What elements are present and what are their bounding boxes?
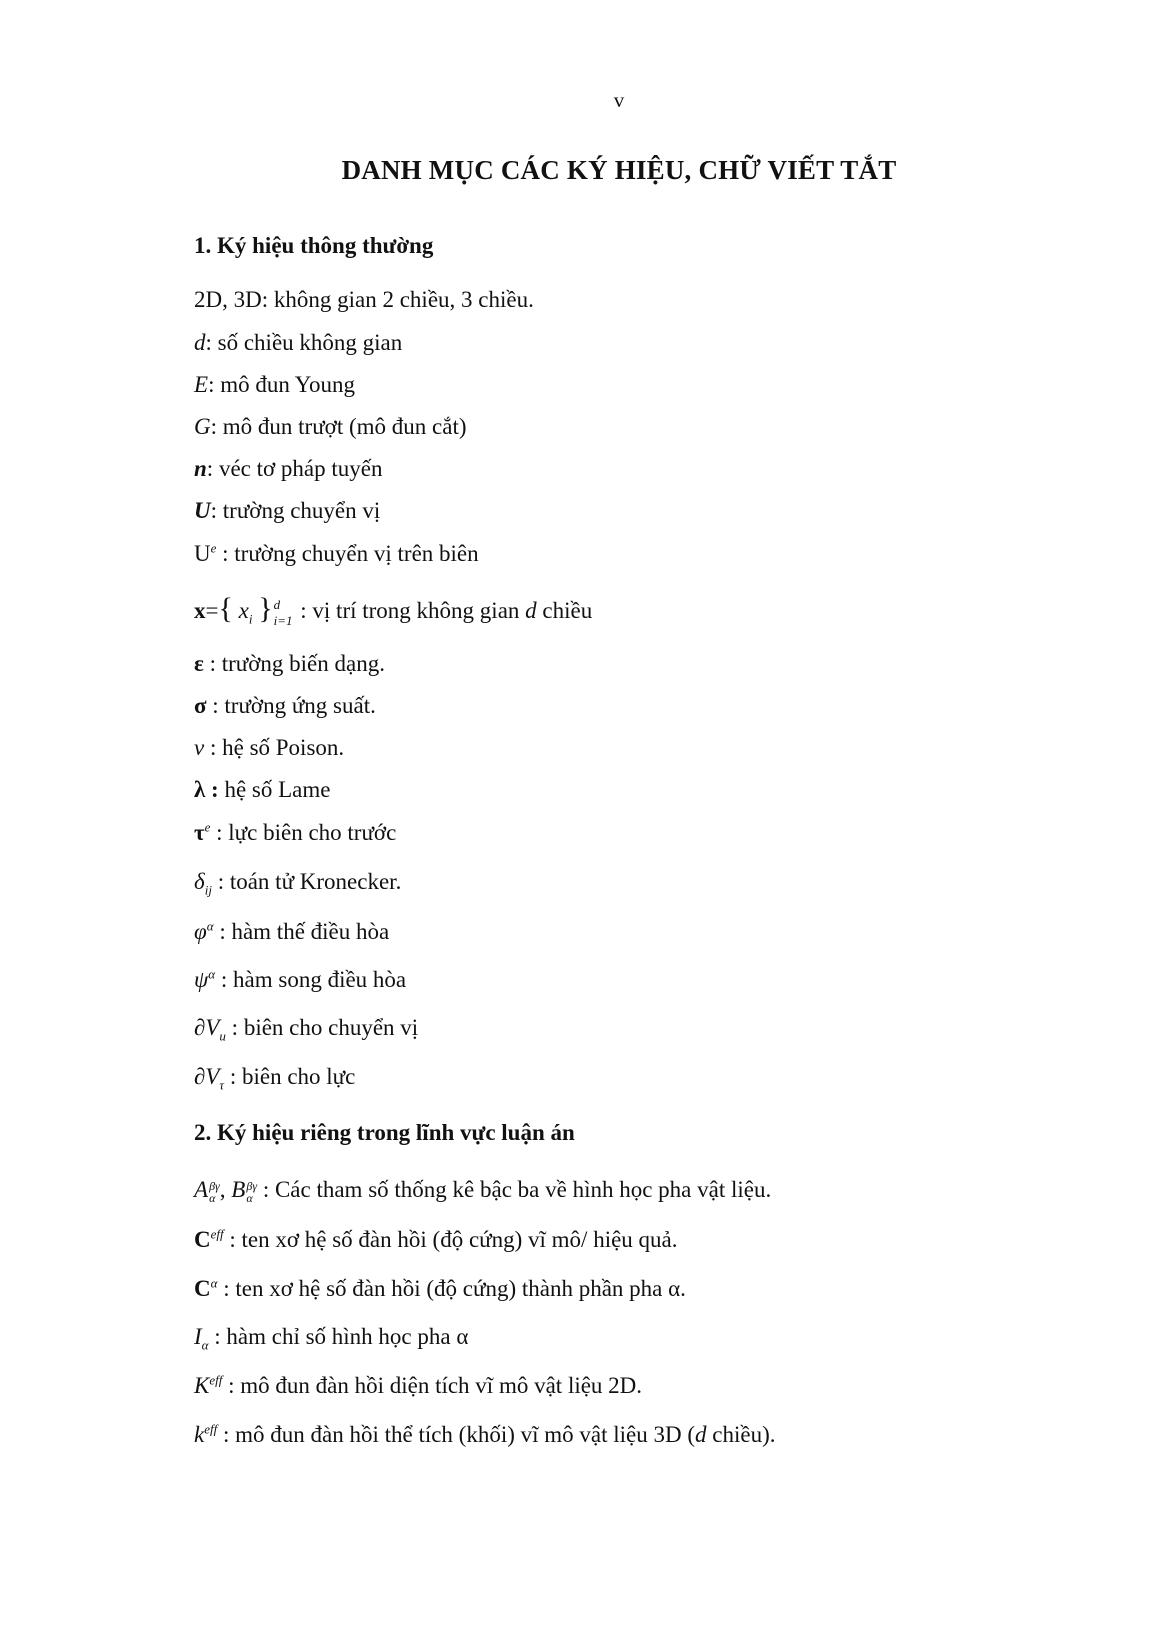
separator: : bbox=[216, 541, 235, 566]
symbol-row-tau bbox=[194, 818, 396, 848]
index-stack-b bbox=[246, 1180, 257, 1204]
index-stack bbox=[209, 1180, 220, 1204]
symbol-row-ialpha bbox=[194, 1322, 468, 1352]
description: trường chuyển vị trên biên bbox=[234, 541, 479, 566]
symbol-row-phi bbox=[194, 917, 389, 947]
description: lực biên cho trước bbox=[228, 820, 397, 845]
separator: : bbox=[210, 414, 223, 439]
separator: : bbox=[205, 330, 218, 355]
lower-limit: i=1 bbox=[273, 612, 293, 628]
description: trường chuyển vị bbox=[222, 498, 381, 523]
description: hàm song điều hòa bbox=[233, 967, 407, 992]
subscript: i bbox=[248, 611, 253, 627]
symbol-row-nu bbox=[194, 733, 344, 763]
description-italic: d bbox=[525, 598, 537, 623]
separator: : bbox=[222, 1373, 241, 1398]
separator: : bbox=[261, 287, 274, 312]
superscript-b: βγ bbox=[246, 1178, 258, 1193]
separator: : bbox=[203, 651, 222, 676]
symbol-row-u bbox=[194, 496, 380, 526]
description: mô đun đàn hồi thể tích (khối) vĩ mô vật liệu 3D ( bbox=[235, 1422, 696, 1447]
symbol: U bbox=[194, 498, 211, 523]
separator: : bbox=[257, 1177, 275, 1202]
symbol: φ bbox=[194, 919, 207, 944]
symbol-row-2d3d bbox=[194, 285, 534, 315]
separator: : bbox=[294, 598, 313, 623]
separator: : bbox=[217, 1422, 236, 1447]
description: ten xơ hệ số đàn hồi (độ cứng) thành phần pha α. bbox=[235, 1276, 686, 1301]
variable: x bbox=[238, 598, 249, 623]
description: vị trí trong không gian bbox=[312, 598, 526, 623]
separator: : bbox=[208, 1324, 227, 1349]
description: không gian 2 chiều, 3 chiều. bbox=[273, 287, 534, 312]
upper-limit: d bbox=[273, 596, 281, 612]
description: trường ứng suất. bbox=[224, 693, 376, 718]
symbol: E bbox=[194, 372, 209, 397]
symbol: k bbox=[194, 1422, 205, 1447]
separator: : bbox=[224, 1064, 242, 1089]
brace-close: } bbox=[258, 592, 273, 625]
section1-heading: 1. Ký hiệu thông thường bbox=[194, 233, 434, 258]
symbol-row-delta bbox=[194, 867, 401, 897]
description-italic: d bbox=[695, 1422, 707, 1447]
symbol-row-e bbox=[194, 370, 355, 400]
symbol: λ : bbox=[194, 777, 219, 802]
description: ten xơ hệ số đàn hồi (độ cứng) vĩ mô/ hiệu quả. bbox=[241, 1227, 678, 1252]
symbol-row-ab bbox=[194, 1175, 771, 1205]
description: mô đun Young bbox=[220, 372, 356, 397]
equals: = bbox=[205, 598, 219, 623]
separator: : bbox=[211, 869, 230, 894]
separator: : bbox=[206, 456, 219, 481]
symbol-row-psi bbox=[194, 965, 406, 995]
symbol-row-calpha bbox=[194, 1274, 686, 1304]
symbol: I bbox=[194, 1324, 202, 1349]
description: biên cho chuyển vị bbox=[243, 1015, 419, 1040]
description: mô đun trượt (mô đun cắt) bbox=[222, 414, 467, 439]
description: hệ số Lame bbox=[224, 777, 331, 802]
symbol: ∂V bbox=[194, 1064, 220, 1089]
separator: : bbox=[223, 1227, 242, 1252]
superscript: e bbox=[210, 540, 217, 556]
separator: : bbox=[210, 498, 223, 523]
symbol: ε bbox=[194, 651, 204, 676]
description: trường biến dạng. bbox=[221, 651, 385, 676]
symbol: ψ bbox=[194, 967, 209, 992]
separator: : bbox=[204, 735, 223, 760]
description: véc tơ pháp tuyến bbox=[218, 456, 383, 481]
separator: : bbox=[215, 967, 234, 992]
subscript: ij bbox=[204, 882, 212, 898]
superscript: eff bbox=[210, 1226, 224, 1242]
comma: , bbox=[219, 1177, 232, 1202]
separator: : bbox=[217, 1276, 236, 1301]
separator: : bbox=[208, 372, 221, 397]
symbol: τ bbox=[194, 820, 205, 845]
section2-heading: 2. Ký hiệu riêng trong lĩnh vực luận án bbox=[194, 1120, 575, 1145]
description: hàm thế điều hòa bbox=[231, 919, 390, 944]
page-title: DANH MỤC CÁC KÝ HIỆU, CHỮ VIẾT TẮT bbox=[341, 155, 897, 185]
symbol: d bbox=[194, 330, 206, 355]
brace-open: { bbox=[218, 592, 233, 625]
symbol-row-epsilon bbox=[194, 649, 385, 679]
superscript: α bbox=[210, 1275, 218, 1291]
separator: : bbox=[225, 1015, 244, 1040]
subscript: u bbox=[219, 1028, 226, 1044]
symbol-row-ue bbox=[194, 539, 479, 569]
symbol-row-keff-lower bbox=[194, 1420, 776, 1450]
superscript: e bbox=[204, 819, 211, 835]
description: Các tham số thống kê bậc ba về hình học pha vật liệu. bbox=[274, 1177, 772, 1202]
description-tail: chiều bbox=[536, 598, 593, 623]
symbol: x bbox=[194, 598, 206, 623]
superscript: eff bbox=[204, 1421, 218, 1437]
symbol: U bbox=[194, 541, 211, 566]
symbol: C bbox=[194, 1227, 211, 1252]
symbol-row-dvu bbox=[194, 1013, 418, 1043]
superscript: eff bbox=[209, 1372, 223, 1388]
separator: : bbox=[213, 919, 232, 944]
subscript: α bbox=[201, 1337, 209, 1353]
separator: : bbox=[206, 693, 225, 718]
symbol-row-sigma bbox=[194, 691, 376, 721]
separator: : bbox=[210, 820, 229, 845]
superscript: α bbox=[206, 918, 214, 934]
symbol-row-n bbox=[194, 454, 382, 484]
symbol-row-keff-upper bbox=[194, 1371, 642, 1401]
symbol-row-d bbox=[194, 328, 402, 358]
symbol: 2D, 3D bbox=[194, 287, 262, 312]
symbol-row-ceff bbox=[194, 1225, 678, 1255]
symbol-row-lambda bbox=[194, 775, 330, 805]
symbol: G bbox=[194, 414, 211, 439]
subscript: α bbox=[209, 1190, 216, 1205]
symbol: K bbox=[194, 1373, 210, 1398]
page-number: v bbox=[613, 88, 625, 112]
description: mô đun đàn hồi diện tích vĩ mô vật liệu 2D. bbox=[240, 1373, 643, 1398]
symbol: σ bbox=[194, 693, 207, 718]
description: biên cho lực bbox=[241, 1064, 356, 1089]
symbol-row-g bbox=[194, 412, 467, 442]
symbol: δ bbox=[194, 869, 205, 894]
superscript: βγ bbox=[209, 1178, 220, 1193]
symbol-row-dvtau bbox=[194, 1062, 355, 1092]
symbol: ∂V bbox=[194, 1015, 220, 1040]
symbol-row-x bbox=[194, 594, 592, 629]
symbol-b: B bbox=[231, 1177, 246, 1202]
description: hệ số Poison. bbox=[222, 735, 345, 760]
description: số chiều không gian bbox=[217, 330, 403, 355]
subscript: τ bbox=[219, 1077, 225, 1093]
symbol: n bbox=[194, 456, 207, 481]
symbol: ν bbox=[194, 735, 205, 760]
description: hàm chỉ số hình học pha α bbox=[226, 1324, 469, 1349]
description-tail: chiều). bbox=[706, 1422, 776, 1447]
limits bbox=[274, 597, 293, 629]
description: toán tử Kronecker. bbox=[229, 869, 402, 894]
symbol: C bbox=[194, 1276, 211, 1301]
subscript-b: α bbox=[246, 1190, 253, 1205]
superscript: α bbox=[208, 966, 216, 982]
symbol: A bbox=[194, 1177, 209, 1202]
